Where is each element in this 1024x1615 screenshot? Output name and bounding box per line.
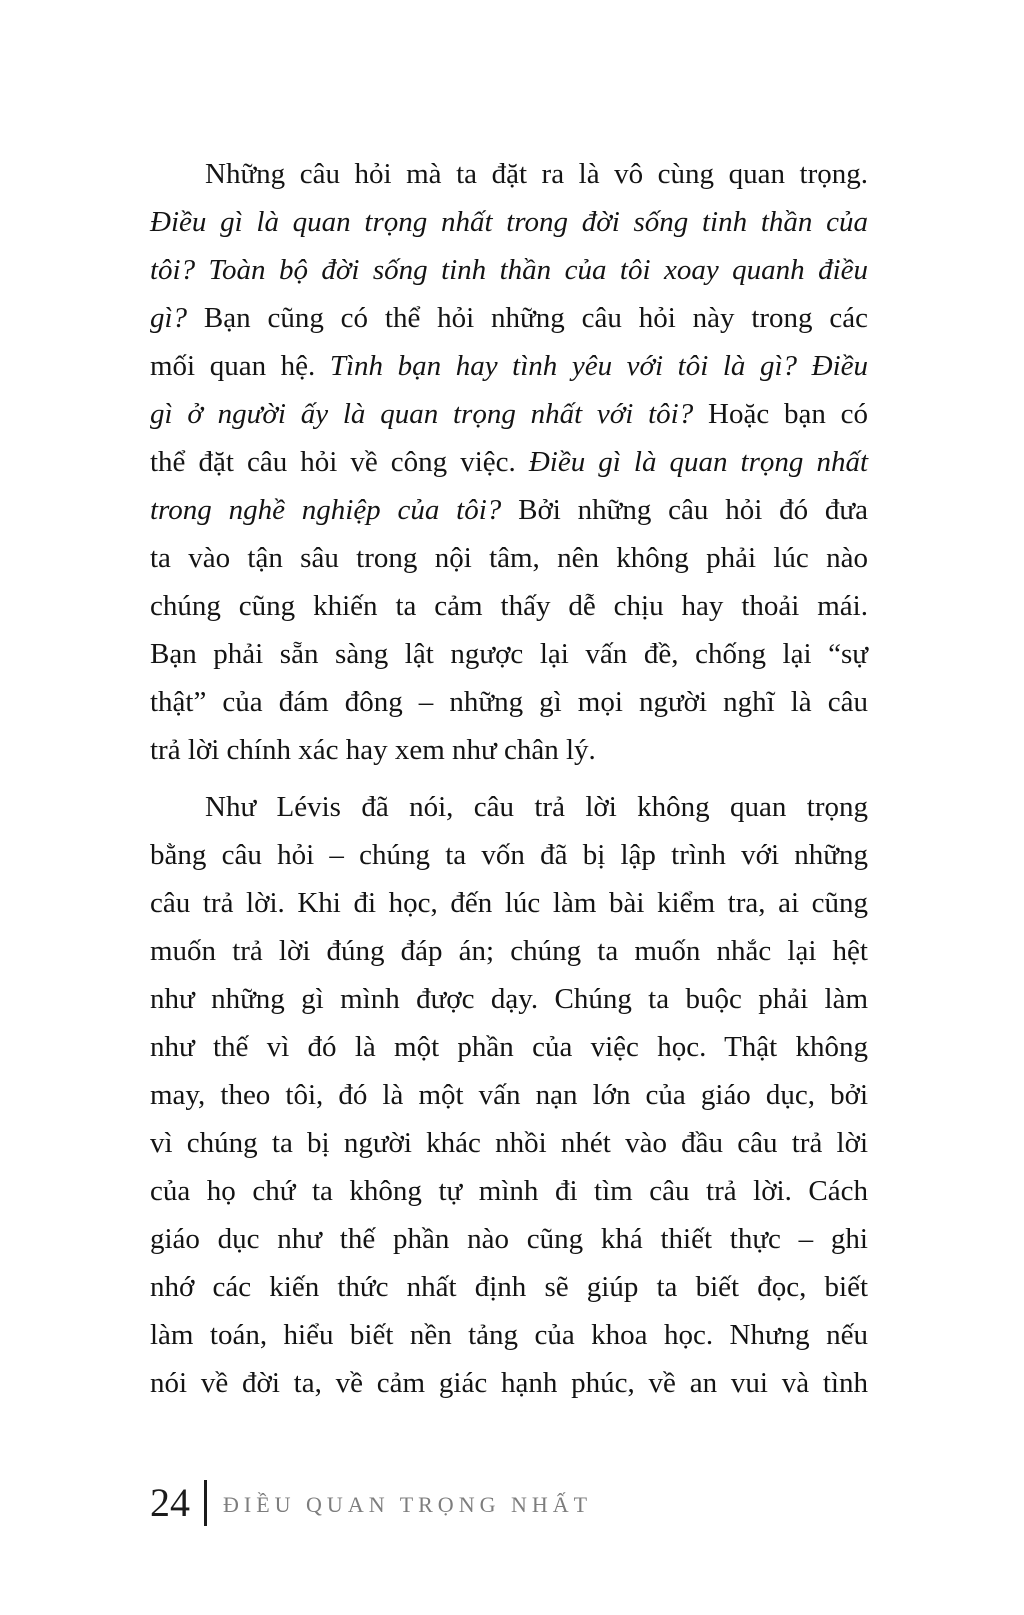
paragraph-2 [150,783,868,1407]
text-segment: nhớ các kiến thức nhất định sẽ giúp ta biết đọc, biết [150,1271,868,1303]
text-line [150,438,868,486]
text-line [150,630,868,678]
text-segment: Bởi những câu hỏi đó đưa [501,494,868,526]
text-line [150,1263,868,1311]
text-line [150,198,868,246]
text-line [150,1311,868,1359]
text-segment: trong nghề nghiệp của tôi? [150,494,502,526]
footer-separator-bar [204,1480,207,1526]
text-segment: Như Lévis đã nói, câu trả lời không quan trọng [205,791,868,823]
text-segment: Tình bạn hay tình yêu với tôi là gì? Điều [329,350,869,382]
text-segment: ta vào tận sâu trong nội tâm, nên không phải lúc nào [150,542,868,574]
text-segment: mối quan hệ. [150,350,330,382]
paragraph-1 [150,150,868,774]
text-line [150,1119,868,1167]
text-segment: thật” của đám đông – những gì mọi người nghĩ là câu [150,686,868,718]
running-title: ĐIỀU QUAN TRỌNG NHẤT [223,1492,593,1517]
page-text-block [150,150,868,1407]
text-segment: thể đặt câu hỏi về công việc. [150,446,529,478]
text-line [150,678,868,726]
text-segment: Hoặc bạn có [693,398,868,430]
text-segment: gì? [150,302,188,334]
text-segment: bằng câu hỏi – chúng ta vốn đã bị lập trình với những [150,839,868,871]
text-segment: Bạn cũng có thể hỏi những câu hỏi này trong các [187,302,868,334]
text-segment: như những gì mình được dạy. Chúng ta buộc phải làm [150,983,868,1015]
text-line [150,582,868,630]
text-segment: của họ chứ ta không tự mình đi tìm câu trả lời. Cách [150,1175,868,1207]
text-line [150,975,868,1023]
text-segment: giáo dục như thế phần nào cũng khá thiết thực – ghi [150,1223,868,1255]
text-line [150,390,868,438]
page-footer [150,1478,592,1528]
text-line [150,1359,868,1407]
text-line [150,342,868,390]
text-line [150,1167,868,1215]
text-segment: Điều gì là quan trọng nhất [528,446,869,478]
text-segment: tôi? Toàn bộ đời sống tinh thần của tôi xoay quanh điều [150,254,868,286]
text-line [150,246,868,294]
text-line [150,1023,868,1071]
text-segment: muốn trả lời đúng đáp án; chúng ta muốn nhắc lại hệt [150,935,868,967]
text-line [150,1071,868,1119]
text-line [150,879,868,927]
text-segment: chúng cũng khiến ta cảm thấy dễ chịu hay thoải mái. [150,590,868,622]
text-line [150,783,868,831]
text-segment: Những câu hỏi mà ta đặt ra là vô cùng quan trọng. [205,158,868,190]
text-line [150,1215,868,1263]
text-line [150,486,868,534]
text-segment: Điều gì là quan trọng nhất trong đời sống tinh thần của [150,206,868,238]
text-segment: như thế vì đó là một phần của việc học. Thật không [150,1031,868,1063]
page-number: 24 [150,1480,190,1525]
text-segment: vì chúng ta bị người khác nhồi nhét vào đầu câu trả lời [150,1127,868,1159]
text-line [150,534,868,582]
text-segment: câu trả lời. Khi đi học, đến lúc làm bài kiểm tra, ai cũng [150,887,868,919]
text-segment: Bạn phải sẵn sàng lật ngược lại vấn đề, chống lại “sự [150,638,868,670]
text-segment: may, theo tôi, đó là một vấn nạn lớn của giáo dục, bởi [150,1079,868,1111]
text-segment: gì ở người ấy là quan trọng nhất với tôi? [150,398,694,430]
text-line [150,831,868,879]
text-segment: trả lời chính xác hay xem như chân lý. [150,734,596,766]
text-segment: nói về đời ta, về cảm giác hạnh phúc, về an vui và tình [150,1367,868,1399]
text-line [150,927,868,975]
text-line [150,726,868,774]
text-line [150,294,868,342]
text-segment: làm toán, hiểu biết nền tảng của khoa học. Nhưng nếu [150,1319,868,1351]
text-line [150,150,868,198]
